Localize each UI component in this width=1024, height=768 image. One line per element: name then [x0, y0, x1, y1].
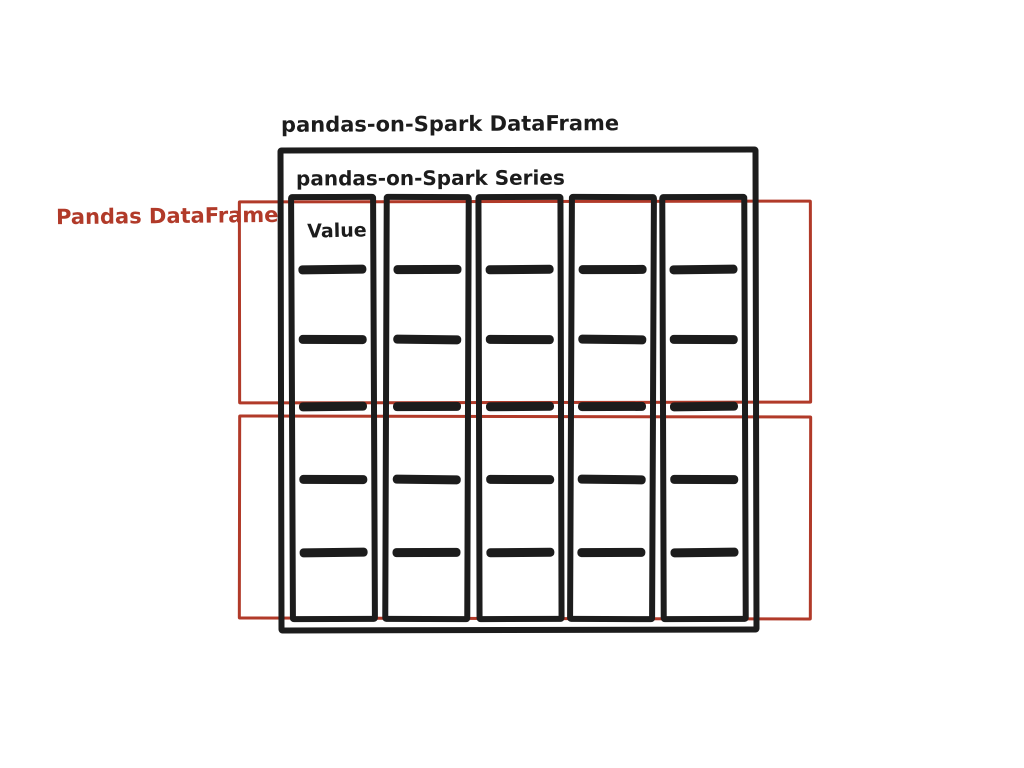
pandas-on-spark-dataframe-box [277, 146, 759, 633]
series-label: pandas-on-Spark Series [295, 165, 565, 191]
diagram-title: pandas-on-Spark DataFrame [280, 111, 620, 137]
pandas-dataframe-label: Pandas DataFrame [55, 202, 279, 230]
value-column-label: Value [306, 219, 367, 243]
